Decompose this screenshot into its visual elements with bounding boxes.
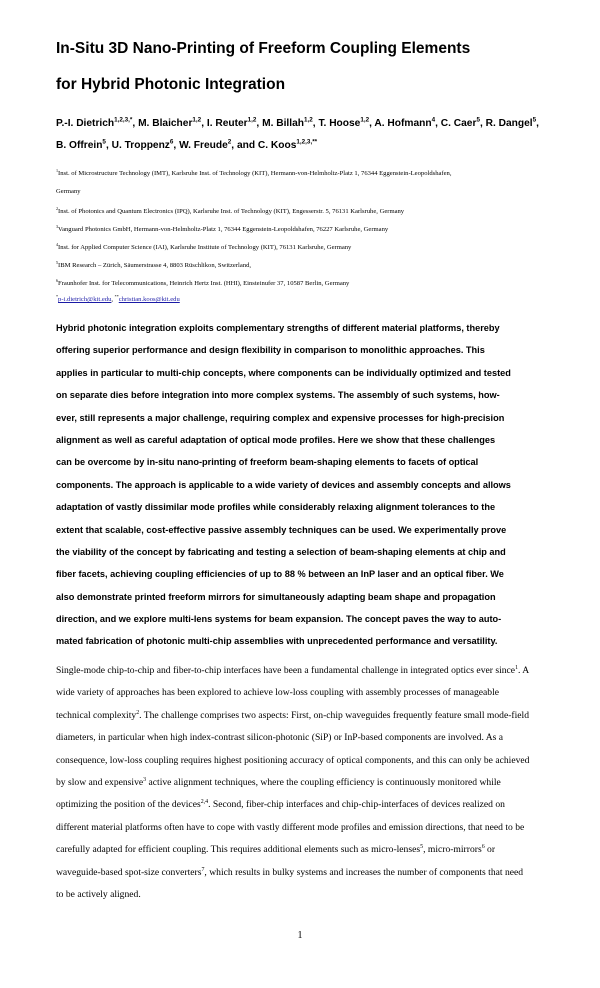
author-list-line-2 — [56, 140, 556, 151]
body-line — [56, 772, 544, 794]
body-text: technical complexity — [56, 709, 137, 721]
abstract-line: also demonstrate printed freeform mirrors for simultaneously adapting beam shape and propagation — [56, 591, 496, 602]
author-affiliation-marker: 1,2,3,* — [114, 116, 133, 124]
author-separator: , — [312, 118, 319, 129]
affiliation-4 — [56, 241, 556, 251]
body-paragraph — [56, 660, 544, 906]
email-marker: ** — [114, 293, 119, 299]
author-affiliation-marker: 1,2 — [303, 116, 313, 124]
paper-title-line-2: for Hybrid Photonic Integration — [56, 76, 286, 93]
abstract-line: alignment as well as careful adaptation of optical mode profiles. Here we show that these challenges — [56, 434, 496, 445]
author-name: C. Caer — [440, 118, 477, 129]
body-line — [56, 862, 544, 884]
author-name: A. Hofmann — [374, 118, 432, 129]
abstract-line: ever, still represents a major challenge, requiring complex and expensive processes for high-precision — [56, 412, 505, 423]
author-separator: , — [479, 118, 486, 129]
author-name: U. Troppenz — [111, 140, 170, 151]
affiliation-2 — [56, 205, 556, 215]
reference-marker: 7 — [201, 866, 205, 873]
affiliation-3 — [56, 223, 556, 233]
body-text: . The challenge comprises two aspects: First, on-chip waveguides frequently feature small mode-field — [139, 709, 530, 721]
author-affiliation-marker: 4 — [431, 116, 436, 124]
abstract-line: Hybrid photonic integration exploits complementary strengths of different material platforms, thereby — [56, 323, 500, 333]
author-affiliation-marker: 2 — [227, 138, 232, 146]
author-name: B. Offrein — [56, 140, 103, 151]
author-separator: , — [173, 140, 180, 151]
abstract-line: offering superior performance and design flexibility in comparison to monolithic approaches. This — [56, 345, 485, 356]
affiliation-marker: 4 — [56, 241, 59, 247]
author-affiliation-marker: 5 — [476, 116, 480, 124]
body-text: optimizing the position of the devices — [56, 799, 201, 811]
affiliation-5 — [56, 259, 556, 269]
abstract-line: components. The approach is applicable to a wide variety of devices and assembly concepts and allows — [56, 479, 511, 490]
body-line — [56, 750, 544, 772]
author-name: R. Dangel — [485, 118, 533, 129]
body-text: different material platforms often have to cope with vastly different mode profiles and emission directions, that need to be — [56, 821, 525, 833]
email-separator: , — [111, 296, 115, 303]
body-text: to be actively aligned. — [56, 888, 141, 900]
abstract-line: can be overcome by in-situ nano-printing of freeform beam-shaping elements to facets of optical — [56, 457, 479, 468]
body-text: consequence, low-loss coupling requires highest positioning accuracy of optical components, and this can only be achieved — [56, 754, 530, 766]
body-text: , which results in bulky systems and increases the number of components that need — [204, 866, 524, 878]
author-affiliation-marker: 5 — [102, 138, 106, 146]
reference-marker: 2,4 — [200, 799, 209, 806]
author-list-line-1 — [56, 118, 556, 129]
reference-marker: 6 — [481, 843, 485, 850]
body-line — [56, 817, 544, 839]
affiliation-text: IBM Research – Zürich, Säumerstrasse 4, 8803 Rüschlikon, Switzerland, — [58, 262, 252, 269]
page-number: 1 — [297, 930, 303, 941]
affiliation-text: Vanguard Photonics GmbH, Hermann-von-Helmholtz-Platz 1, 76344 Eggenstein-Leopoldshafen, 76227 Karlsruhe, Germany — [58, 226, 389, 233]
affiliation-6 — [56, 277, 556, 287]
body-line — [56, 884, 544, 906]
author-separator: , and — [231, 140, 258, 151]
author-separator: , — [132, 118, 139, 129]
author-name: W. Freude — [179, 140, 228, 151]
body-text: by slow and expensive — [56, 776, 144, 788]
reference-marker: 2 — [136, 709, 140, 716]
author-affiliation-marker: 6 — [169, 138, 174, 146]
author-name: M. Billah — [262, 118, 304, 129]
body-line — [56, 705, 544, 727]
author-affiliation-marker: 1,2 — [192, 116, 202, 124]
affiliation-text: Fraunhofer Inst. for Telecommunications, Heinrich Hertz Inst. (HHI), Einsteinufer 37, 10587 Berlin, Germany — [58, 280, 350, 287]
body-line — [56, 794, 544, 816]
author-name: T. Hoose — [318, 118, 361, 129]
author-affiliation-marker: 1,2,3,** — [296, 138, 318, 146]
affiliation-1-continued: Germany — [56, 188, 81, 195]
corresponding-emails — [56, 293, 556, 303]
abstract-line: on separate dies before integration into more complex systems. The assembly of such systems, how- — [56, 390, 500, 401]
body-text: Single-mode chip-to-chip and fiber-to-chip interfaces have been a fundamental challenge in integrated optics ever since — [56, 665, 516, 676]
body-line — [56, 682, 544, 704]
author-separator: , — [435, 118, 441, 129]
body-text: diameters, in particular when high index-contrast silicon-photonic (SiP) or InP-based components are involved. As a — [56, 732, 504, 744]
affiliation-marker: 5 — [56, 259, 59, 265]
body-text: carefully adapted for efficient coupling. This requires additional elements such as micro-lenses — [56, 844, 421, 856]
affiliation-1 — [56, 167, 556, 177]
author-separator: , — [369, 118, 375, 129]
body-line — [56, 727, 544, 749]
abstract-line: direction, and we explore multi-lens systems for beam expansion. The concept paves the way to auto- — [56, 614, 502, 625]
author-affiliation-marker: 1,2 — [247, 116, 257, 124]
email-link-dietrich[interactable]: p-i.dietrich@kit.edu — [58, 296, 112, 303]
body-text: waveguide-based spot-size converters — [56, 866, 202, 878]
author-separator: , — [105, 140, 112, 151]
author-separator: , — [256, 118, 263, 129]
abstract — [56, 317, 544, 653]
body-text: wide variety of approaches has been explored to achieve low-loss coupling with assembly processes of manageable — [56, 687, 500, 699]
body-text: . A — [518, 665, 530, 676]
body-text: active alignment techniques, where the coupling efficiency is continuously monitored while — [146, 776, 501, 788]
abstract-line: applies in particular to multi-chip concepts, where components can be individually optimized and tested — [56, 367, 511, 378]
author-name: P.-I. Dietrich — [56, 118, 115, 129]
abstract-line: the viability of the concept by fabricating and testing a selection of beam-shaping elements at chip and — [56, 546, 506, 557]
affiliation-text: Inst. of Photonics and Quantum Electronics (IPQ), Karlsruhe Inst. of Technology (KIT), Engesserstr. 5, 76131 Karlsruhe, Germany — [58, 208, 405, 215]
author-separator: , — [536, 118, 539, 129]
reference-marker: 3 — [143, 776, 147, 783]
author-name: M. Blaicher — [138, 118, 193, 129]
affiliation-marker: 2 — [56, 205, 59, 211]
paper-title-line-1: In-Situ 3D Nano-Printing of Freeform Coupling Elements — [56, 40, 471, 57]
email-marker: * — [56, 293, 59, 299]
author-name: I. Reuter — [206, 118, 248, 129]
abstract-line: fiber facets, achieving coupling efficiencies of up to 88 % between an InP laser and an optical fiber. We — [56, 569, 504, 580]
affiliation-marker: 1 — [56, 167, 59, 173]
affiliation-marker: 6 — [56, 277, 59, 283]
email-link-koos[interactable]: christian.koos@kit.edu — [118, 296, 180, 303]
reference-marker: 5 — [420, 843, 424, 850]
body-text: . Second, fiber-chip interfaces and chip-chip-interfaces of devices realized on — [208, 799, 505, 811]
author-affiliation-marker: 1,2 — [360, 116, 370, 124]
abstract-line: mated fabrication of photonic multi-chip assemblies with unprecedented performance and versatility. — [56, 636, 498, 647]
abstract-line: extent that scalable, cost-effective passive assembly techniques can be used. We experimentally prove — [56, 524, 507, 535]
author-name: C. Koos — [257, 140, 297, 151]
body-line — [56, 660, 544, 682]
affiliation-marker: 3 — [56, 223, 59, 229]
author-separator: , — [201, 118, 207, 129]
body-text: , micro-mirrors — [423, 844, 482, 856]
body-text: or — [484, 844, 496, 856]
abstract-line: adaptation of vastly dissimilar mode profiles while considerably relaxing alignment tolerances to the — [56, 502, 496, 513]
body-line — [56, 839, 544, 861]
affiliation-text: Inst. for Applied Computer Science (IAI), Karlsruhe Institute of Technology (KIT), 76131 Karlsruhe, Germany — [58, 244, 352, 251]
affiliation-text: Inst. of Microstructure Technology (IMT), Karlsruhe Inst. of Technology (KIT), Hermann-von-Helmholtz-Platz 1, 76344 Eggenstein-Leopoldshafen, — [58, 170, 452, 177]
reference-marker: 1 — [515, 664, 519, 671]
author-affiliation-marker: 5 — [532, 116, 537, 124]
